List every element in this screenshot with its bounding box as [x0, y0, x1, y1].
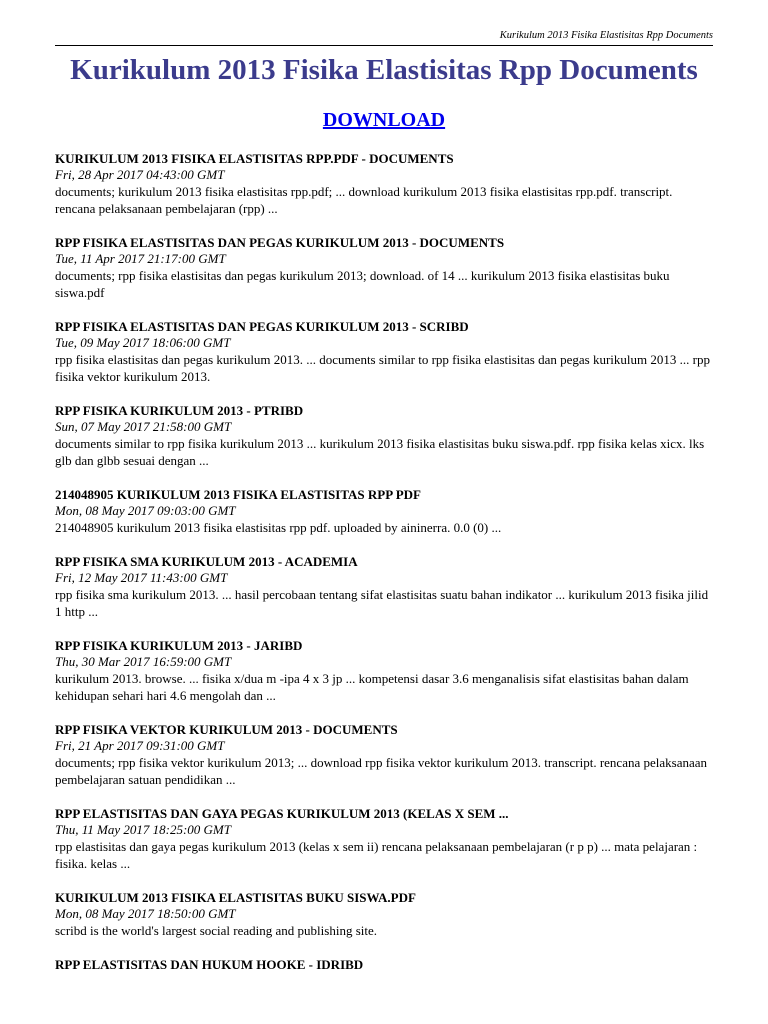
- result-title[interactable]: RPP FISIKA ELASTISITAS DAN PEGAS KURIKULUM 2013 - SCRIBD: [55, 319, 469, 334]
- result-title[interactable]: RPP FISIKA KURIKULUM 2013 - JARIBD: [55, 638, 303, 653]
- result-item: [55, 234, 715, 301]
- result-date: Fri, 28 Apr 2017 04:43:00 GMT: [55, 167, 225, 182]
- result-title[interactable]: RPP FISIKA ELASTISITAS DAN PEGAS KURIKULUM 2013 - DOCUMENTS: [55, 235, 505, 250]
- result-snippet: documents similar to rpp fisika kurikulum 2013 ... kurikulum 2013 fisika elastisitas buku siswa.pdf. rpp fisika kelas xicx. lks glb dan glbb sesuai dengan ...: [55, 436, 705, 468]
- download-link[interactable]: DOWNLOAD: [322, 109, 446, 131]
- result-title[interactable]: RPP FISIKA KURIKULUM 2013 - PTRIBD: [55, 403, 304, 418]
- result-item: [55, 637, 715, 704]
- result-item: [55, 553, 715, 620]
- result-item: [55, 318, 715, 385]
- result-item: [55, 956, 715, 973]
- result-date: Fri, 21 Apr 2017 09:31:00 GMT: [55, 738, 225, 753]
- results-list: [55, 150, 715, 990]
- result-title[interactable]: KURIKULUM 2013 FISIKA ELASTISITAS BUKU SISWA.PDF: [55, 890, 416, 905]
- result-item: [55, 721, 715, 788]
- result-snippet: documents; kurikulum 2013 fisika elastisitas rpp.pdf; ... download kurikulum 2013 fisika elastisitas rpp.pdf. transcript. rencana pelaksanaan pembelajaran (rpp) ...: [55, 184, 673, 216]
- result-snippet: documents; rpp fisika elastisitas dan pegas kurikulum 2013; download. of 14 ... kurikulum 2013 fisika elastisitas buku siswa.pdf: [55, 268, 670, 300]
- result-snippet: scribd is the world's largest social reading and publishing site.: [55, 923, 377, 938]
- result-date: Tue, 09 May 2017 18:06:00 GMT: [55, 335, 231, 350]
- result-snippet: 214048905 kurikulum 2013 fisika elastisitas rpp pdf. uploaded by aininerra. 0.0 (0) ...: [55, 520, 502, 535]
- result-item: [55, 805, 715, 872]
- result-date: Mon, 08 May 2017 09:03:00 GMT: [55, 503, 236, 518]
- result-date: Fri, 12 May 2017 11:43:00 GMT: [55, 570, 228, 585]
- result-snippet: rpp fisika sma kurikulum 2013. ... hasil percobaan tentang sifat elastisitas suatu bahan indikator ... kurikulum 2013 fisika jilid 1 http ...: [55, 587, 709, 619]
- running-header-title: Kurikulum 2013 Fisika Elastisitas Rpp Documents: [499, 30, 713, 41]
- result-date: Mon, 08 May 2017 18:50:00 GMT: [55, 906, 236, 921]
- page-title: Kurikulum 2013 Fisika Elastisitas Rpp Documents: [70, 54, 698, 86]
- result-date: Sun, 07 May 2017 21:58:00 GMT: [55, 419, 232, 434]
- result-title[interactable]: 214048905 KURIKULUM 2013 FISIKA ELASTISITAS RPP PDF: [55, 487, 421, 502]
- header-divider: [55, 45, 713, 46]
- result-item: [55, 889, 715, 939]
- result-snippet: kurikulum 2013. browse. ... fisika x/dua m -ipa 4 x 3 jp ... kompetensi dasar 3.6 menganalisis sifat elastisitas bahan dalam kehidupan sehari hari 4.6 mengolah dan ...: [55, 671, 689, 703]
- result-title[interactable]: KURIKULUM 2013 FISIKA ELASTISITAS RPP.PDF - DOCUMENTS: [55, 151, 454, 166]
- result-item: [55, 402, 715, 469]
- result-title[interactable]: RPP ELASTISITAS DAN GAYA PEGAS KURIKULUM 2013 (KELAS X SEM ...: [55, 806, 509, 821]
- result-title[interactable]: RPP ELASTISITAS DAN HUKUM HOOKE - IDRIBD: [55, 957, 364, 972]
- result-date: Thu, 30 Mar 2017 16:59:00 GMT: [55, 654, 232, 669]
- result-title[interactable]: RPP FISIKA SMA KURIKULUM 2013 - ACADEMIA: [55, 554, 358, 569]
- result-title[interactable]: RPP FISIKA VEKTOR KURIKULUM 2013 - DOCUMENTS: [55, 722, 398, 737]
- result-item: [55, 486, 715, 536]
- result-snippet: rpp elastisitas dan gaya pegas kurikulum 2013 (kelas x sem ii) rencana pelaksanaan pembelajaran (r p p) ... mata pelajaran : fisika. kelas ...: [55, 839, 698, 871]
- result-date: Tue, 11 Apr 2017 21:17:00 GMT: [55, 251, 226, 266]
- result-date: Thu, 11 May 2017 18:25:00 GMT: [55, 822, 231, 837]
- result-item: [55, 150, 715, 217]
- result-snippet: documents; rpp fisika vektor kurikulum 2013; ... download rpp fisika vektor kurikulum 2013. transcript. rencana pelaksanaan pembelajaran satuan pendidikan ...: [55, 755, 708, 787]
- result-snippet: rpp fisika elastisitas dan pegas kurikulum 2013. ... documents similar to rpp fisika elastisitas dan pegas kurikulum 2013 ... rpp fisika vektor kurikulum 2013.: [55, 352, 710, 384]
